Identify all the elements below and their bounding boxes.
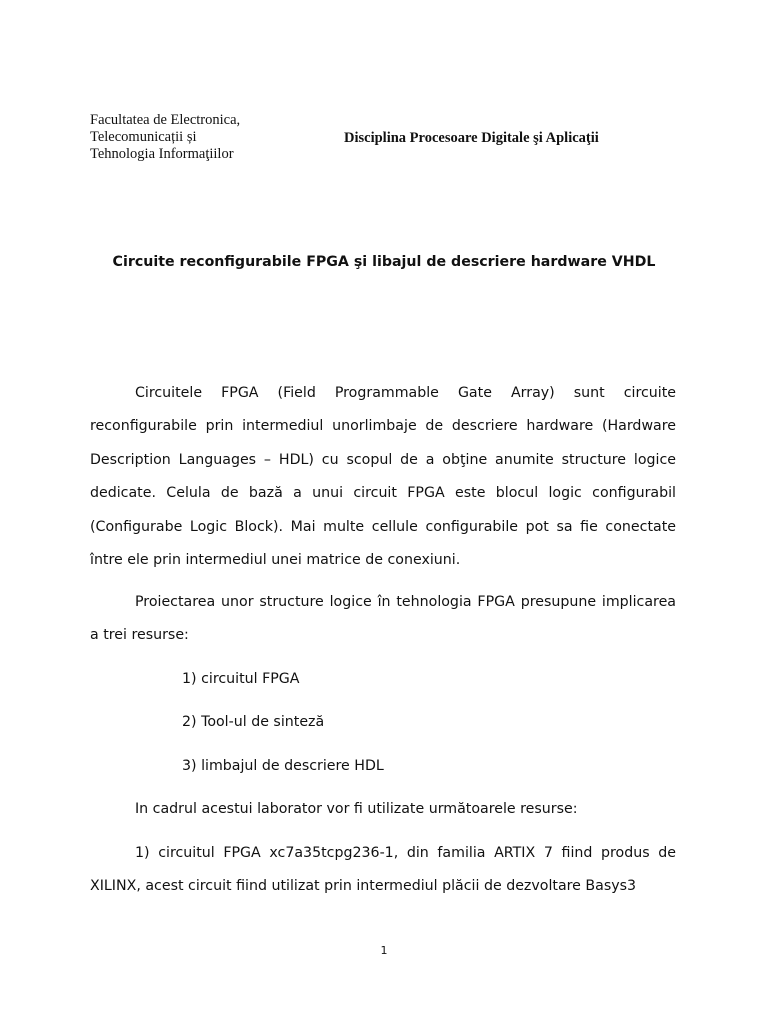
paragraph-lab-resources: In cadrul acestui laborator vor fi utilizate următoarele resurse: [135,801,578,817]
paragraph-fpga-circuit: 1) circuitul FPGA xc7a35tcpg236-1, din familia ARTIX 7 fiind produs de XILINX, acest circuit fiind utilizat prin intermediul plăcii de dezvoltare Basys3 [90,845,676,895]
discipline-name: Disciplina Procesoare Digitale şi Aplicaţii [344,130,599,146]
list-item: 2) Tool-ul de sinteză [182,714,325,730]
list-item: 1) circuitul FPGA [182,671,300,687]
paragraph-resources-intro: Proiectarea unor structure logice în tehnologia FPGA presupune implicarea a trei resurse: [90,594,676,644]
page-number: 1 [380,944,388,957]
faculty-line: Telecomunicații și [90,129,197,145]
list-item: 3) limbajul de descriere HDL [182,758,384,774]
faculty-line: Tehnologia Informaţiilor [90,146,234,162]
faculty-name [90,112,240,163]
document-title: Circuite reconfigurabile FPGA şi libajul de descriere hardware VHDL [112,254,656,270]
paragraph-fpga-intro: Circuitele FPGA (Field Programmable Gate Array) sunt circuite reconfigurabile prin intermediul unorlimbaje de descriere hardware (Hardware Description Languages – HDL) cu scopul de a obţine anumite structure logice dedicate. Celula de bază a unui circuit FPGA este blocul logic configurabil (Configurabe Logic Block). Mai multe cellule configurabile pot sa fie conectate între ele prin intermediul unei matrice de conexiuni. [90,385,676,569]
faculty-line: Facultatea de Electronica, [90,112,241,128]
